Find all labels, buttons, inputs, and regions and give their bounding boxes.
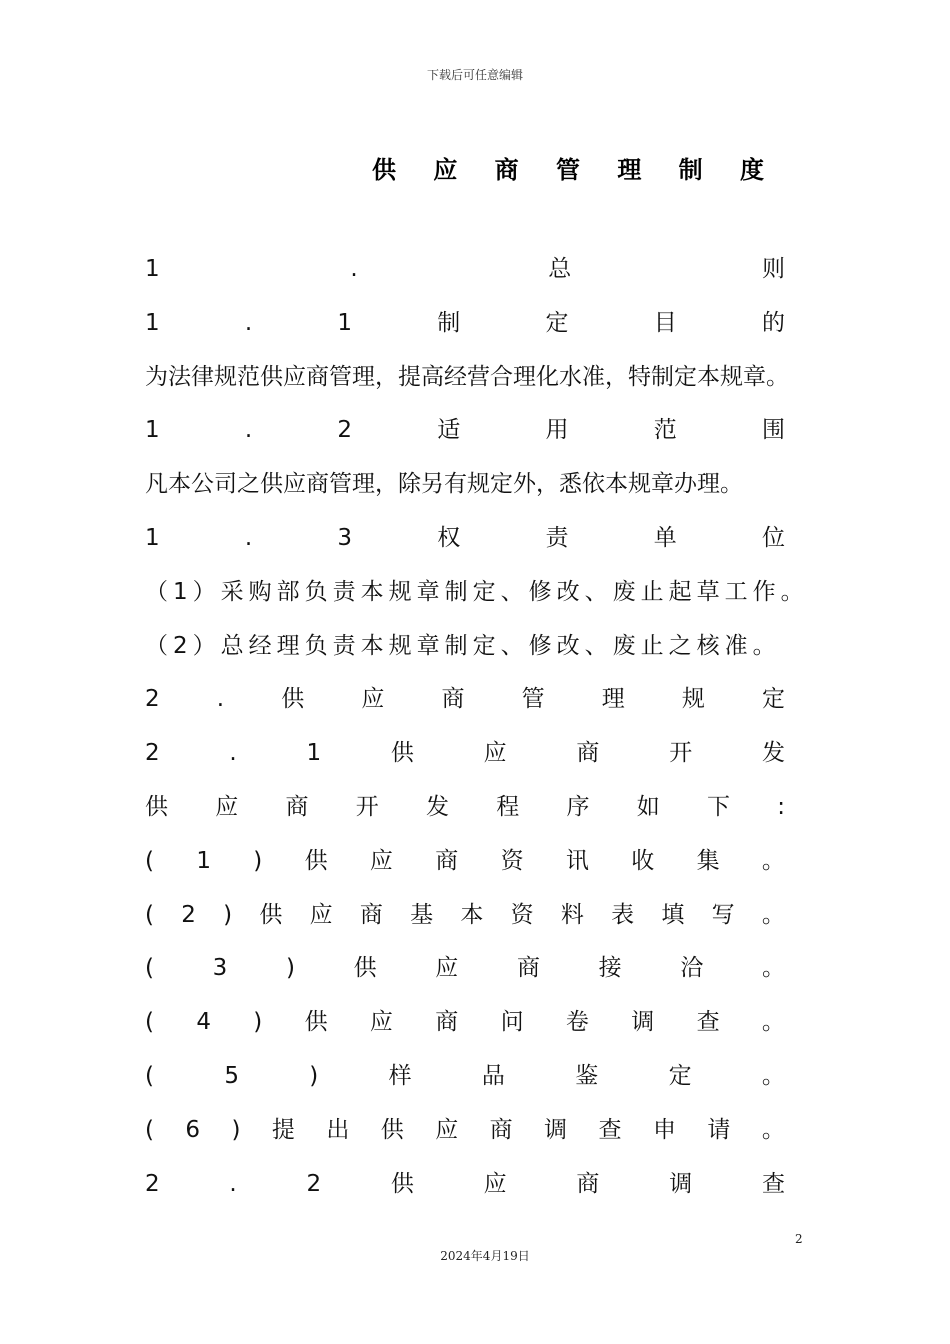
body-token: 定 <box>545 310 569 336</box>
body-token: 定 <box>668 1063 692 1089</box>
body-token: 应 <box>483 740 507 766</box>
body-token: 1 <box>145 256 160 282</box>
document-title <box>372 150 764 182</box>
title-char: 应 <box>433 156 458 184</box>
body-token: ( <box>145 902 154 928</box>
body-token: 责 <box>545 525 569 551</box>
body-line <box>145 522 785 554</box>
body-token: 基 <box>410 902 434 928</box>
body-token: 发 <box>761 740 785 766</box>
body-token: 围 <box>762 417 785 443</box>
body-token: ) <box>223 902 233 928</box>
body-token: 应 <box>361 686 385 712</box>
body-token: 规 <box>681 686 705 712</box>
body-token: 商 <box>285 794 309 820</box>
body-token: 供 <box>259 902 283 928</box>
body-token: 。 <box>761 848 785 874</box>
body-token: . <box>229 740 237 766</box>
body-token: . <box>350 256 358 282</box>
body-token: 目 <box>653 310 677 336</box>
body-token: 鉴 <box>575 1063 599 1089</box>
body-token: 应 <box>369 848 393 874</box>
body-token: 表 <box>611 902 635 928</box>
body-token: 发 <box>426 794 449 820</box>
body-token: 定 <box>761 686 785 712</box>
page-header: 下载后可任意编辑 <box>426 68 523 82</box>
page-footer-date: 2024年4月19日 <box>440 1249 530 1263</box>
body-token: 管 <box>521 686 545 712</box>
body-token: 写 <box>711 902 735 928</box>
body-token: ) <box>253 1009 263 1035</box>
body-token: . <box>244 417 253 443</box>
body-line <box>145 845 785 877</box>
body-line <box>145 1168 785 1200</box>
body-token: 1 <box>145 417 160 443</box>
body-token: 调 <box>544 1117 568 1143</box>
body-line <box>145 253 785 285</box>
body-token: 资 <box>500 848 524 874</box>
body-token: . <box>216 686 225 712</box>
body-line <box>145 791 785 823</box>
body-token: 。 <box>761 1009 785 1035</box>
body-token: 查 <box>598 1117 622 1143</box>
body-token: 1 <box>337 310 353 336</box>
body-token: 如 <box>636 794 660 820</box>
body-token: ( <box>145 1009 154 1035</box>
body-line <box>145 414 785 446</box>
body-token: 集 <box>696 848 720 874</box>
body-token: 5 <box>224 1063 239 1089</box>
body-token: 出 <box>326 1117 350 1143</box>
body-line <box>145 307 785 339</box>
body-token: 供 <box>145 794 168 820</box>
body-token: ( <box>145 1117 154 1143</box>
body-line <box>145 1060 785 1092</box>
body-token: 开 <box>355 794 379 820</box>
body-token: ) <box>285 955 295 981</box>
body-token: 1 <box>306 740 322 766</box>
body-token: 2 <box>145 740 160 766</box>
body-token: ( <box>145 1063 154 1089</box>
body-token: 2 <box>337 417 353 443</box>
body-token: 适 <box>437 417 461 443</box>
body-token: 接 <box>598 955 622 981</box>
body-token: . <box>244 310 253 336</box>
body-token: 应 <box>435 1117 459 1143</box>
body-token: . <box>244 525 253 551</box>
body-token: 商 <box>576 740 600 766</box>
body-token: 3 <box>337 525 353 551</box>
body-line: 凡本公司之供应商管理，除另有规定外，悉依本规章办理。 <box>145 471 743 497</box>
page-number: 2 <box>795 1232 803 1246</box>
body-line <box>145 899 785 931</box>
body-token: 。 <box>761 1117 785 1143</box>
body-token: 调 <box>669 1171 693 1197</box>
body-token: 下 <box>707 794 730 820</box>
body-token: 应 <box>483 1171 507 1197</box>
body-token: 供 <box>353 955 377 981</box>
body-line <box>145 737 785 769</box>
body-token: 料 <box>560 902 584 928</box>
body-token: 商 <box>576 1171 600 1197</box>
body-line <box>145 1114 785 1146</box>
body-token: 范 <box>653 417 677 443</box>
body-token: 资 <box>510 902 534 928</box>
body-token: 单 <box>653 525 677 551</box>
body-line: 为法律规范供应商管理，提高经营合理化水准，特制定本规章。 <box>145 364 789 390</box>
title-char: 商 <box>494 156 519 184</box>
body-token: 用 <box>545 417 569 443</box>
body-line <box>145 952 785 984</box>
body-token: 请 <box>707 1117 731 1143</box>
body-token: 。 <box>761 1063 785 1089</box>
body-token: 供 <box>390 740 414 766</box>
body-token: 1 <box>196 848 211 874</box>
body-token: 的 <box>762 310 785 336</box>
body-token: 3 <box>212 955 228 981</box>
title-char: 度 <box>739 156 764 184</box>
body-token: 制 <box>437 310 461 336</box>
title-char: 管 <box>555 156 580 184</box>
body-token: 总 <box>548 256 572 282</box>
body-token: 供 <box>281 686 305 712</box>
body-token: 1 <box>145 525 160 551</box>
title-char: 制 <box>678 156 703 184</box>
title-char: 理 <box>617 156 642 184</box>
body-token: : <box>777 794 785 820</box>
body-token: 1 <box>145 310 160 336</box>
body-token: 应 <box>369 1009 393 1035</box>
body-line: （2）总经理负责本规章制定、修改、废止之核准。 <box>145 633 781 659</box>
body-token: 应 <box>309 902 333 928</box>
body-token: 4 <box>196 1009 211 1035</box>
body-token: 2 <box>145 686 160 712</box>
body-token: ) <box>253 848 263 874</box>
body-token: 品 <box>481 1063 505 1089</box>
body-token: 本 <box>460 902 484 928</box>
body-token: 开 <box>669 740 693 766</box>
body-token: 供 <box>380 1117 404 1143</box>
body-token: 样 <box>388 1063 412 1089</box>
body-token: 权 <box>437 525 461 551</box>
body-token: 卷 <box>565 1009 589 1035</box>
body-token: 2 <box>181 902 196 928</box>
body-token: 。 <box>761 955 785 981</box>
body-token: ( <box>145 848 154 874</box>
body-line: （1）采购部负责本规章制定、修改、废止起草工作。 <box>145 579 809 605</box>
body-token: 应 <box>435 955 459 981</box>
body-token: . <box>229 1171 237 1197</box>
body-token: 商 <box>359 902 383 928</box>
body-token: 讯 <box>565 848 589 874</box>
body-token: 2 <box>306 1171 322 1197</box>
body-token: 理 <box>601 686 625 712</box>
body-token: 应 <box>215 794 239 820</box>
body-token: 供 <box>304 1009 328 1035</box>
body-token: 供 <box>390 1171 414 1197</box>
body-line <box>145 683 785 715</box>
body-token: 商 <box>516 955 540 981</box>
body-token: 。 <box>761 902 785 928</box>
body-token: ( <box>145 955 154 981</box>
body-token: 收 <box>631 848 655 874</box>
body-token: 6 <box>185 1117 201 1143</box>
body-token: 2 <box>145 1171 160 1197</box>
body-token: 洽 <box>680 955 704 981</box>
body-token: 商 <box>435 848 459 874</box>
body-token: 商 <box>435 1009 459 1035</box>
body-token: 提 <box>271 1117 295 1143</box>
body-token: 位 <box>762 525 785 551</box>
body-token: 则 <box>761 256 785 282</box>
body-token: ) <box>231 1117 241 1143</box>
body-token: 商 <box>489 1117 513 1143</box>
body-token: 查 <box>696 1009 720 1035</box>
body-line <box>145 1006 785 1038</box>
body-token: 申 <box>652 1117 676 1143</box>
body-token: 问 <box>500 1009 524 1035</box>
body-token: 调 <box>631 1009 655 1035</box>
body-token: 填 <box>661 902 685 928</box>
body-token: 查 <box>761 1171 785 1197</box>
body-token: 序 <box>566 794 590 820</box>
body-token: 供 <box>304 848 328 874</box>
title-char: 供 <box>372 156 396 184</box>
body-token: 商 <box>441 686 465 712</box>
body-token: 程 <box>496 794 520 820</box>
body-token: ) <box>309 1063 319 1089</box>
